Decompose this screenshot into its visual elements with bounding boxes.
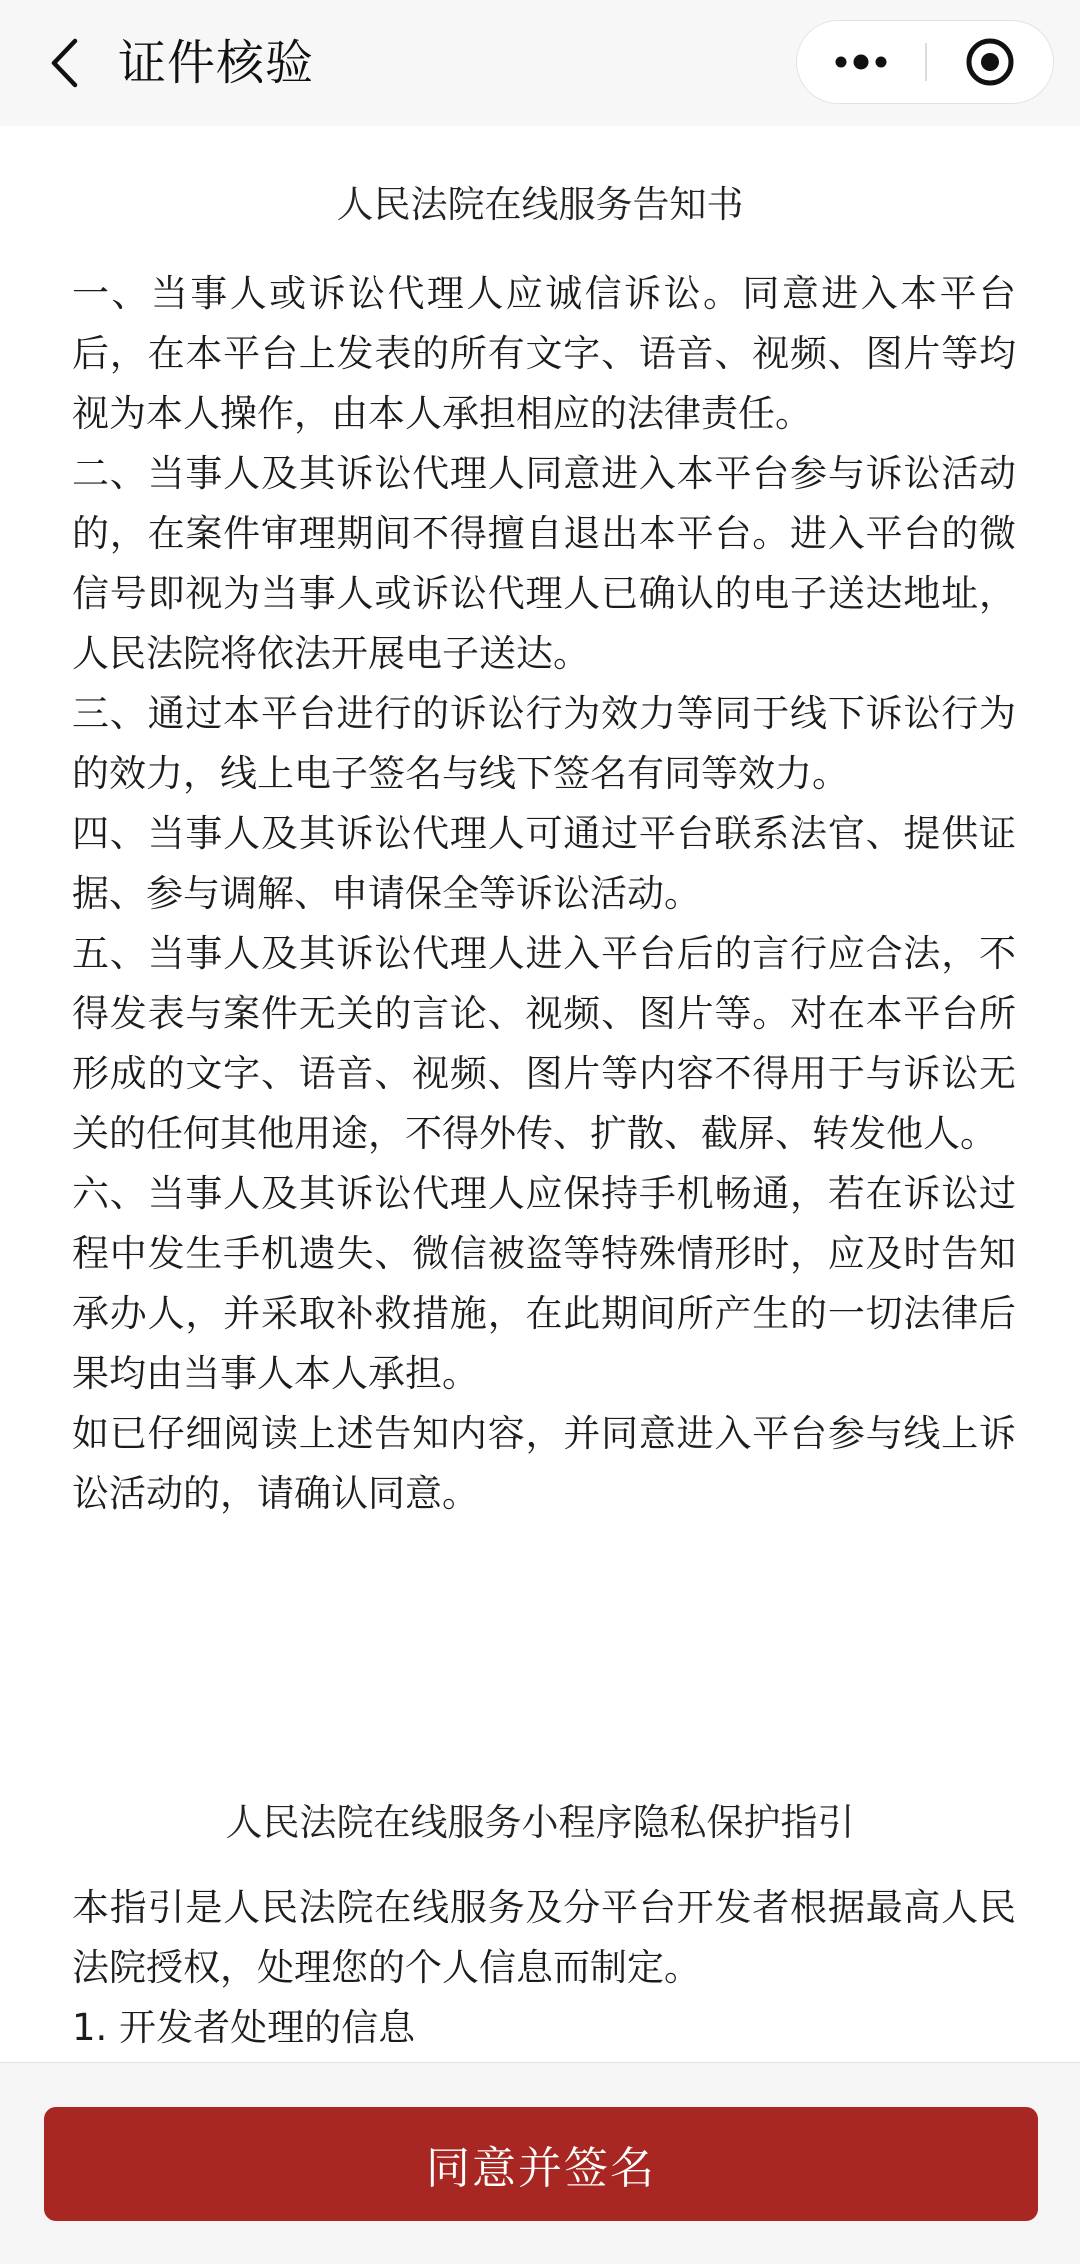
chevron-left-icon — [49, 37, 79, 89]
notice-paragraph: 六、当事人及其诉讼代理人应保持手机畅通，若在诉讼过程中发生手机遗失、微信被盗等特殊情形时，应及时告知承办人，并采取补救措施，在此期间所产生的一切法律后果均由当事人本人承担。 — [72, 1172, 1016, 1395]
privacy-body — [72, 1878, 1016, 2058]
notice-paragraph: 二、当事人及其诉讼代理人同意进入本平台参与诉讼活动的，在案件审理期间不得擅自退出本平台。进入平台的微信号即视为当事人或诉讼代理人已确认的电子送达地址，人民法院将依法开展电子送达。 — [72, 452, 1016, 675]
back-button[interactable] — [34, 28, 94, 98]
more-button[interactable] — [797, 21, 925, 103]
mini-program-capsule — [796, 20, 1054, 104]
more-dots-icon — [831, 52, 891, 72]
scroll-content[interactable] — [0, 126, 1080, 2062]
notice-body — [72, 264, 1016, 1524]
target-circle-icon — [964, 36, 1016, 88]
privacy-section-heading: 1. 开发者处理的信息 — [72, 2006, 416, 2049]
notice-paragraph: 三、通过本平台进行的诉讼行为效力等同于线下诉讼行为的效力，线上电子签名与线下签名有同等效力。 — [72, 692, 1016, 795]
notice-paragraph: 如已仔细阅读上述告知内容，并同意进入平台参与线上诉讼活动的，请确认同意。 — [72, 1412, 1016, 1515]
notice-paragraph: 一、当事人或诉讼代理人应诚信诉讼。同意进入本平台后，在本平台上发表的所有文字、语音、视频、图片等均视为本人操作，由本人承担相应的法律责任。 — [72, 272, 1016, 435]
notice-paragraph: 五、当事人及其诉讼代理人进入平台后的言行应合法，不得发表与案件无关的言论、视频、图片等。对在本平台所形成的文字、语音、视频、图片等内容不得用于与诉讼无关的任何其他用途，不得外传、扩散、截屏、转发他人。 — [72, 932, 1016, 1155]
top-nav-bar — [0, 0, 1080, 126]
close-mini-program-button[interactable] — [927, 21, 1053, 103]
agree-and-sign-button[interactable]: 同意并签名 — [44, 2107, 1038, 2221]
privacy-intro: 本指引是人民法院在线服务及分平台开发者根据最高人民法院授权，处理您的个人信息而制定。 — [72, 1886, 1016, 1989]
notice-paragraph: 四、当事人及其诉讼代理人可通过平台联系法官、提供证据、参与调解、申请保全等诉讼活动。 — [72, 812, 1016, 915]
bottom-action-bar — [0, 2062, 1080, 2264]
notice-title: 人民法院在线服务告知书 — [336, 183, 744, 226]
privacy-title: 人民法院在线服务小程序隐私保护指引 — [225, 1801, 855, 1844]
page-title: 证件核验 — [118, 35, 315, 91]
